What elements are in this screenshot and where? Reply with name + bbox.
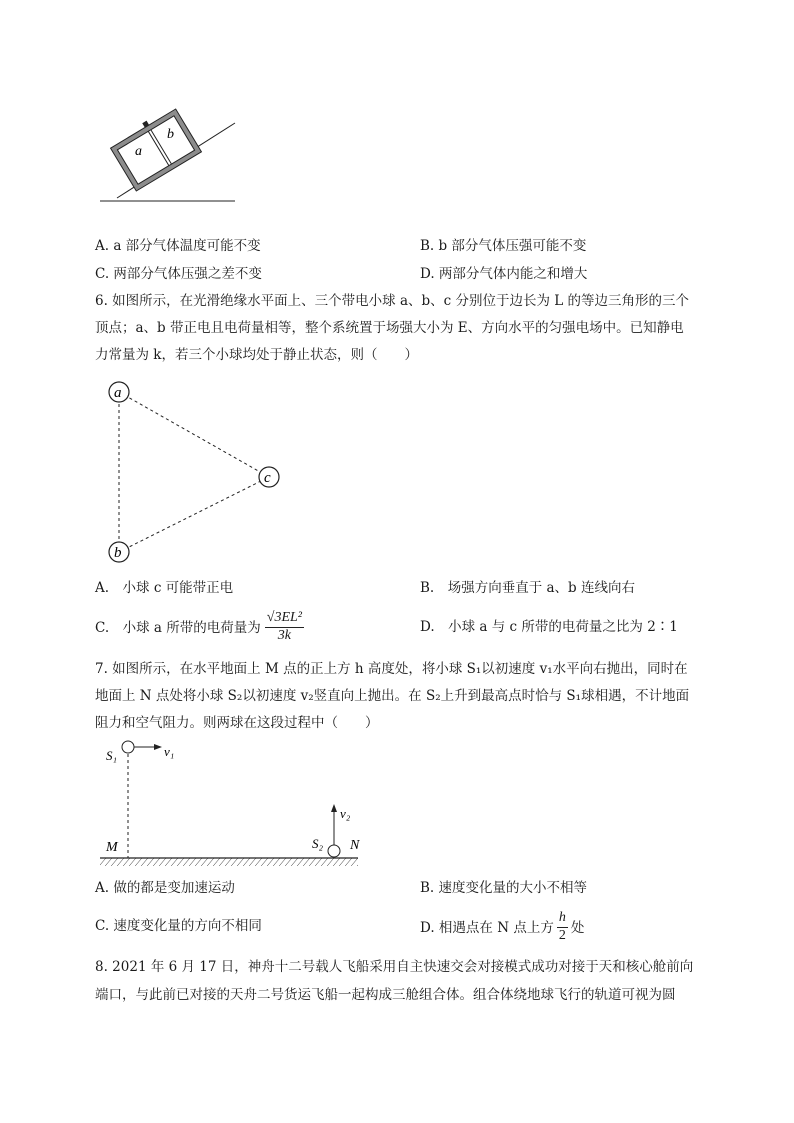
q5-option-d: D. 两部分气体内能之和增大: [420, 266, 588, 282]
label-b: b: [167, 127, 174, 142]
label-c: c: [264, 470, 271, 486]
q6-stem-line1: 6. 如图所示，在光滑绝缘水平面上、三个带电小球 a、b、c 分别位于边长为 L 的等边三角形的三个: [95, 293, 690, 309]
q7-option-d-suffix: 处: [570, 920, 585, 936]
label-m: M: [106, 840, 118, 855]
ball-s2: [328, 845, 340, 857]
ball-s1: [122, 741, 134, 753]
q7-option-d-fraction: [557, 909, 568, 944]
q6-option-b: B. 场强方向垂直于 a、b 连线向右: [420, 580, 635, 596]
q6-option-c-text: C. 小球 a 所带的电荷量为: [95, 620, 261, 636]
q7-option-d-text: D. 相遇点在 N 点上方: [420, 920, 554, 936]
q7-stem-line1: 7. 如图所示，在水平地面上 M 点的正上方 h 高度处，将小球 S₁以初速度 v₁水平向右抛出，同时在: [95, 661, 688, 677]
q5-option-a: A. a 部分气体温度可能不变: [95, 238, 261, 254]
label-s1: S₁: [106, 748, 118, 763]
label-v1: v₁: [164, 744, 175, 759]
q5-option-c: C. 两部分气体压强之差不变: [95, 266, 262, 282]
q8-stem-line1: 8. 2021 年 6 月 17 日，神舟十二号载人飞船采用自主快速交会对接模式成功对接于天和核心舱前向: [95, 959, 694, 975]
q7-stem-line2: 地面上 N 点处将小球 S₂以初速度 v₂竖直向上抛出。在 S₂上升到最高点时恰与 S₁球相遇，不计地面: [95, 688, 690, 704]
q7-option-b: B. 速度变化量的大小不相等: [420, 880, 588, 896]
ground-hatch: [100, 858, 358, 866]
label-n: N: [350, 838, 360, 853]
q7-option-a: A. 做的都是变加速运动: [95, 880, 235, 896]
q7-option-d: [420, 906, 584, 946]
q5-option-b: B. b 部分气体压强可能不变: [420, 238, 587, 254]
q6-triangle-figure: [100, 376, 290, 566]
q6-option-a: A. 小球 c 可能带正电: [95, 580, 234, 596]
label-b: b: [114, 545, 122, 561]
label-a: a: [135, 144, 142, 159]
label-a: a: [114, 385, 122, 401]
q7-stem-line3: 阻力和空气阻力。则两球在这段过程中（ ）: [95, 715, 379, 731]
fraction-denominator: 2: [558, 927, 566, 943]
q6-option-d: D. 小球 a 与 c 所带的电荷量之比为 2∶1: [420, 619, 678, 635]
fraction-numerator: h: [557, 909, 568, 928]
q6-stem-line3: 力常量为 k，若三个小球均处于静止状态，则（ ）: [95, 347, 418, 363]
label-s2: S₂: [312, 836, 324, 851]
q7-projectile-figure: [100, 736, 370, 872]
q6-option-c: [95, 606, 304, 646]
label-v2: v₂: [340, 806, 351, 821]
gas-container: [108, 105, 201, 191]
fraction-denominator: 3k: [277, 627, 291, 643]
fraction-numerator: √3EL²: [265, 609, 304, 628]
q6-stem-line2: 顶点；a、b 带正电且电荷量相等，整个系统置于场强大小为 E、方向水平的匀强电场中。已知静电: [95, 320, 684, 336]
q7-option-c: C. 速度变化量的方向不相同: [95, 918, 262, 934]
q5-figure: [95, 105, 245, 210]
q8-stem-line2: 端口，与此前已对接的天舟二号货运飞船一起构成三舱组合体。组合体绕地球飞行的轨道可视为圆: [95, 987, 676, 1003]
q6-option-c-fraction: [265, 609, 304, 644]
